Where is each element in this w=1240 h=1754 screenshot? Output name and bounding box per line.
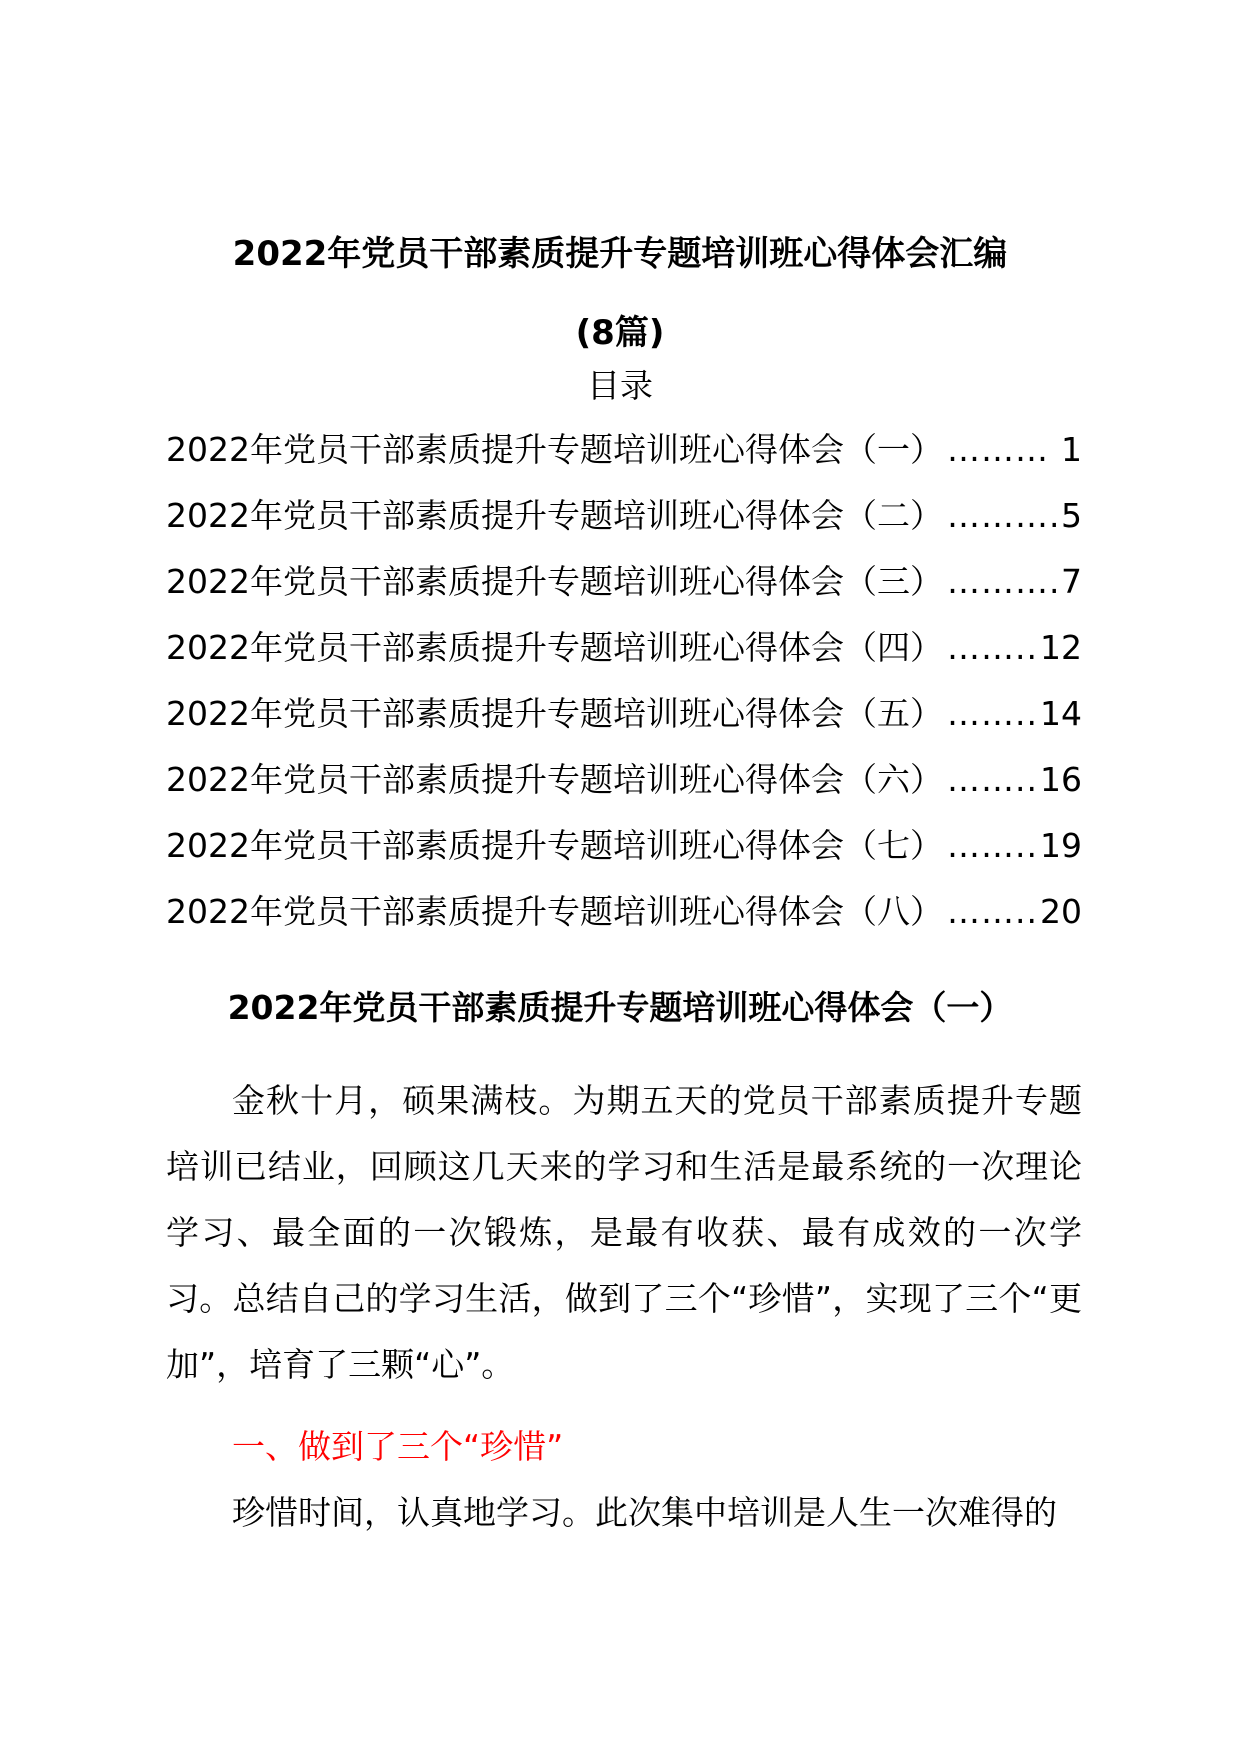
section-title: 2022年党员干部素质提升专题培训班心得体会（一） xyxy=(227,988,1013,1027)
toc-entry-label: 2022年党员干部素质提升专题培训班心得体会（二） xyxy=(166,496,943,535)
toc-entry-5[interactable] xyxy=(166,694,1082,760)
toc-page-number: 1 xyxy=(1061,430,1082,469)
table-of-contents xyxy=(166,430,1082,958)
toc-entry-label: 2022年党员干部素质提升专题培训班心得体会（七） xyxy=(166,826,943,865)
toc-entry-label: 2022年党员干部素质提升专题培训班心得体会（一） xyxy=(166,430,943,469)
subheading: 一、做到了三个“珍惜” xyxy=(232,1427,564,1466)
toc-leader-dots: …….. xyxy=(946,628,1038,667)
toc-page-number: 14 xyxy=(1040,694,1082,733)
document-title: 2022年党员干部素质提升专题培训班心得体会汇编 xyxy=(232,234,1008,274)
toc-entry-8[interactable] xyxy=(166,892,1082,958)
toc-entry-6[interactable] xyxy=(166,760,1082,826)
toc-leader-dots: …….. xyxy=(946,826,1038,865)
toc-leader-dots: …….. xyxy=(946,694,1038,733)
toc-entry-7[interactable] xyxy=(166,826,1082,892)
body-paragraph: 金秋十月，硕果满枝。为期五天的党员干部素质提升专题培训已结业，回顾这几天来的学习和生活是最系统的一次理论学习、最全面的一次锻炼，是最有收获、最有成效的一次学习。总结自己的学习生活，做到了三个“珍惜”，实现了三个“更加”，培育了三颗“心”。 xyxy=(166,1081,1082,1384)
toc-entry-1[interactable] xyxy=(166,430,1082,496)
toc-leader-dots: ………. xyxy=(946,496,1061,535)
toc-entry-label: 2022年党员干部素质提升专题培训班心得体会（四） xyxy=(166,628,943,667)
toc-entry-label: 2022年党员干部素质提升专题培训班心得体会（五） xyxy=(166,694,943,733)
toc-page-number: 7 xyxy=(1061,562,1082,601)
toc-leader-dots: …….. xyxy=(946,760,1038,799)
toc-entry-4[interactable] xyxy=(166,628,1082,694)
toc-page-number: 5 xyxy=(1061,496,1082,535)
toc-leader-dots: ………. xyxy=(946,562,1061,601)
toc-entry-label: 2022年党员干部素质提升专题培训班心得体会（六） xyxy=(166,760,943,799)
toc-page-number: 16 xyxy=(1040,760,1082,799)
toc-entry-label: 2022年党员干部素质提升专题培训班心得体会（三） xyxy=(166,562,943,601)
toc-page-number: 19 xyxy=(1040,826,1082,865)
toc-entry-3[interactable] xyxy=(166,562,1082,628)
toc-page-number: 12 xyxy=(1040,628,1082,667)
body-paragraph: 珍惜时间，认真地学习。此次集中培训是人生一次难得的 xyxy=(232,1493,1057,1532)
toc-leader-dots: ……… xyxy=(946,430,1049,469)
toc-entry-label: 2022年党员干部素质提升专题培训班心得体会（八） xyxy=(166,892,943,931)
toc-page-number: 20 xyxy=(1040,892,1082,931)
document-title-count: (8篇) xyxy=(575,313,665,353)
toc-leader-dots: …….. xyxy=(946,892,1038,931)
toc-heading: 目录 xyxy=(587,366,653,405)
toc-entry-2[interactable] xyxy=(166,496,1082,562)
